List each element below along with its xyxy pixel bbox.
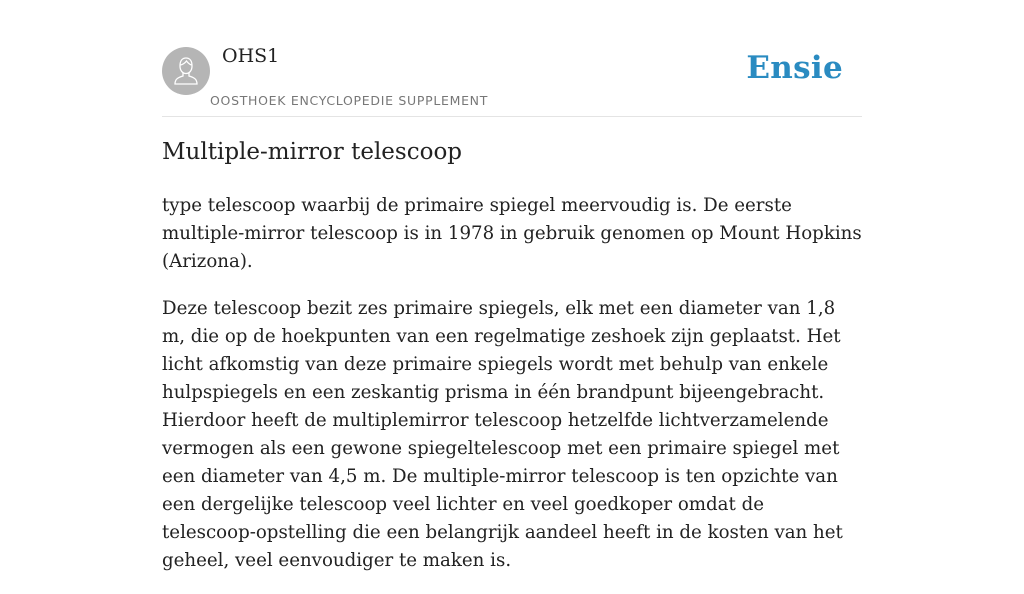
article-title: Multiple-mirror telescoop <box>162 139 463 165</box>
author-avatar[interactable] <box>162 47 210 95</box>
source-link[interactable]: OOSTHOEK ENCYCLOPEDIE SUPPLEMENT <box>210 93 489 108</box>
article-paragraph: Deze telescoop bezit zes primaire spiegels, elk met een diameter van 1,8 m, die op de hoekpunten van een regelmatige zeshoek zijn geplaatst. Het licht afkomstig van deze primaire spiegels wordt met behulp van enkele hulpspiegels en een zeskantig prisma in één brandpunt bijeengebracht. Hierdoor heeft de multiplemirror telescoop hetzelfde lichtverzamelende vermogen als een gewone spiegeltelescoop met een primaire spiegel met een diameter van 4,5 m. De multiple-mirror telescoop is ten opzichte van een dergelijke telescoop veel lichter en veel goedkoper omdat de telescoop-opstelling die een belangrijk aandeel heeft in de kosten van het geheel, veel eenvoudiger te maken is. <box>162 298 843 571</box>
user-icon <box>162 47 210 95</box>
ensie-logo[interactable]: Ensie <box>746 50 843 86</box>
header <box>162 0 862 117</box>
page <box>162 0 862 571</box>
author-name[interactable]: OHS1 <box>222 45 280 67</box>
article-body <box>162 192 862 594</box>
article-paragraph: type telescoop waarbij de primaire spiegel meervoudig is. De eerste multiple-mirror telescoop is in 1978 in gebruik genomen op Mount Hopkins (Arizona). <box>162 195 862 272</box>
